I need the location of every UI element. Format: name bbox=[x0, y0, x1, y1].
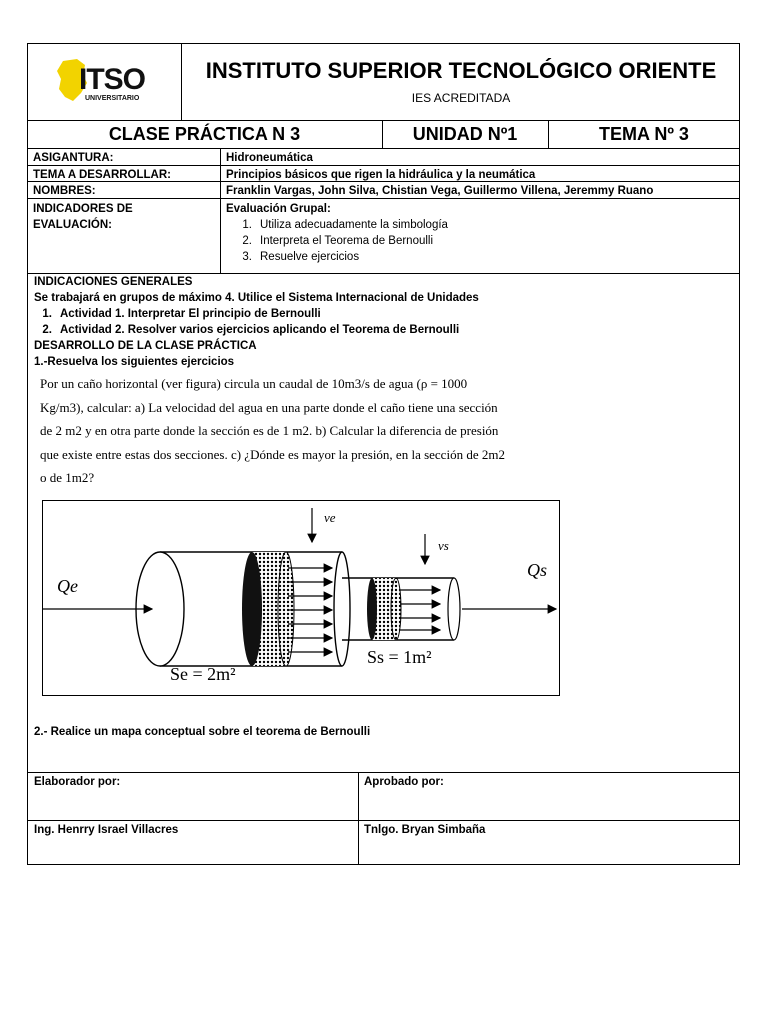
indicadores-content bbox=[220, 199, 454, 267]
tema-desarrollar-label: TEMA A DESARROLLAR: bbox=[33, 169, 171, 181]
logo-text: ITSO bbox=[79, 63, 146, 96]
logo-subtext: UNIVERSITARIO bbox=[85, 95, 140, 102]
problem-line: Por un caño horizontal (ver figura) circula un caudal de 10m3/s de agua (ρ = 1000 bbox=[40, 376, 468, 391]
ss-label: Ss = 1m² bbox=[367, 647, 432, 667]
problem-line: o de 1m2? bbox=[40, 470, 95, 485]
problem-line: que existe entre estas dos secciones. c) ¿Dónde es mayor la presión, en la sección de 2m2 bbox=[40, 446, 505, 462]
list-item: 2. Interpreta el Teorema de Bernoulli bbox=[242, 235, 434, 247]
nombres-label: NOMBRES: bbox=[33, 185, 96, 197]
qs-label: Qs bbox=[527, 560, 548, 580]
list-item: 1. Utiliza adecuadamente la simbología bbox=[242, 219, 448, 231]
evaluacion-heading: Evaluación Grupal: bbox=[226, 203, 331, 215]
list-item: 3. Resuelve ejercicios bbox=[242, 251, 360, 263]
list-item: 1. Actividad 1. Interpretar El principio de Bernoulli bbox=[42, 308, 321, 320]
problem-line: Kg/m3), calcular: a) La velocidad del agua en una parte donde el caño tiene una sección bbox=[40, 399, 498, 415]
aprobado-label: Aprobado por: bbox=[364, 776, 444, 788]
nombres-value: Franklin Vargas, John Silva, Chistian Vega, Guillermo Villena, Jeremmy Ruano bbox=[226, 185, 654, 197]
indicaciones-heading: INDICACIONES GENERALES bbox=[34, 276, 193, 288]
elaborado-label: Elaborador por: bbox=[34, 776, 121, 788]
header-logo-cell bbox=[27, 43, 182, 120]
se-label: Se = 2m² bbox=[170, 664, 236, 684]
indicadores-list bbox=[226, 217, 448, 265]
desarrollo-heading: DESARROLLO DE LA CLASE PRÁCTICA bbox=[34, 340, 257, 352]
asignatura-label: ASIGANTURA: bbox=[33, 152, 114, 164]
elaborado-name: Ing. Henrry Israel Villacres bbox=[34, 824, 179, 836]
problem-statement bbox=[40, 372, 570, 490]
bernoulli-pipe-figure bbox=[42, 500, 560, 696]
indicaciones-text: Se trabajará en grupos de máximo 4. Utilice el Sistema Internacional de Unidades bbox=[34, 292, 479, 304]
vs-label: vs bbox=[438, 538, 449, 553]
body-section bbox=[34, 274, 734, 370]
list-item: 2. Actividad 2. Resolver varios ejercicios aplicando el Teorema de Bernoulli bbox=[42, 324, 460, 336]
ve-label: ve bbox=[324, 510, 336, 525]
unidad-title: UNIDAD Nº1 bbox=[412, 124, 518, 144]
asignatura-value: Hidroneumática bbox=[226, 152, 313, 164]
indicadores-label: INDICADORES DE EVALUACIÓN: bbox=[33, 203, 133, 231]
aprobado-name: Tnlgo. Bryan Simbaña bbox=[364, 824, 486, 836]
institute-subtitle: IES ACREDITADA bbox=[411, 91, 511, 105]
question-1-heading: 1.-Resuelva los siguientes ejercicios bbox=[34, 356, 235, 368]
problem-line: de 2 m2 y en otra parte donde la sección es de 1 m2. b) Calcular la diferencia de presión bbox=[40, 423, 499, 438]
qe-label: Qe bbox=[57, 576, 78, 596]
tema-desarrollar-value: Principios básicos que rigen la hidráulica y la neumática bbox=[226, 169, 536, 181]
institute-title: INSTITUTO SUPERIOR TECNOLÓGICO ORIENTE bbox=[205, 58, 717, 83]
clase-practica-title: CLASE PRÁCTICA N 3 bbox=[108, 124, 301, 144]
tema-title: TEMA Nº 3 bbox=[599, 124, 689, 144]
question-2-heading: 2.- Realice un mapa conceptual sobre el teorema de Bernoulli bbox=[34, 726, 371, 738]
